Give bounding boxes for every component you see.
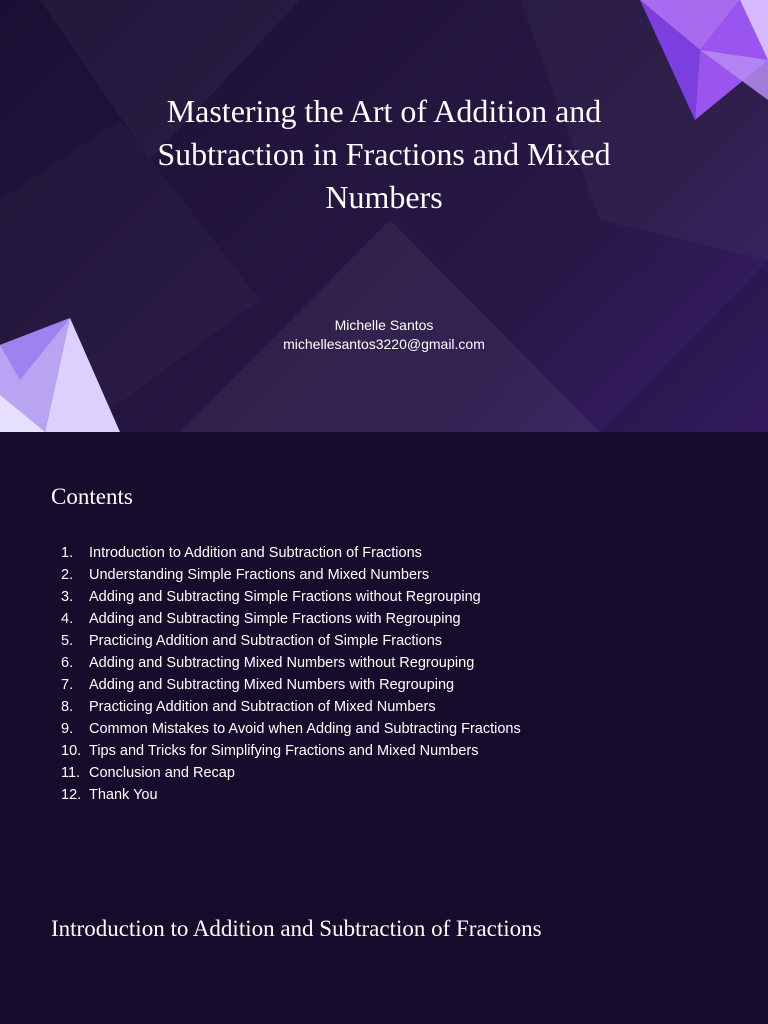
author-block (0, 316, 768, 354)
list-item (61, 586, 521, 608)
list-item (61, 564, 521, 586)
list-item (61, 542, 521, 564)
item-text: Practicing Addition and Subtraction of Simple Fractions (89, 633, 443, 649)
author-email: michellesantos3220@gmail.com (283, 336, 485, 352)
item-number: 10. (61, 743, 82, 759)
list-item (61, 762, 521, 784)
list-item (61, 696, 521, 718)
item-number: 8. (61, 699, 74, 715)
item-text: Understanding Simple Fractions and Mixed Numbers (89, 567, 430, 583)
list-item (61, 630, 521, 652)
item-number: 7. (61, 677, 74, 693)
presentation-title: Mastering the Art of Addition and Subtraction in Fractions and Mixed Numbers (157, 93, 611, 215)
item-number: 1. (61, 545, 74, 561)
item-text: Common Mistakes to Avoid when Adding and Subtracting Fractions (89, 721, 521, 737)
section-heading: Introduction to Addition and Subtraction of Fractions (51, 916, 542, 941)
list-item (61, 674, 521, 696)
item-text: Introduction to Addition and Subtraction of Fractions (89, 545, 422, 561)
item-number: 6. (61, 655, 74, 671)
item-number: 2. (61, 567, 74, 583)
item-number: 12. (61, 787, 82, 803)
item-number: 9. (61, 721, 74, 737)
contents-slide (0, 432, 768, 1024)
item-text: Tips and Tricks for Simplifying Fractions and Mixed Numbers (89, 743, 479, 759)
item-text: Thank You (89, 787, 158, 803)
contents-list (61, 542, 521, 806)
item-text: Practicing Addition and Subtraction of Mixed Numbers (89, 699, 436, 715)
item-text: Adding and Subtracting Simple Fractions with Regrouping (89, 611, 461, 627)
item-number: 11. (61, 765, 81, 781)
contents-heading: Contents (51, 484, 133, 509)
list-item (61, 718, 521, 740)
item-text: Adding and Subtracting Mixed Numbers with Regrouping (89, 677, 455, 693)
list-item (61, 652, 521, 674)
list-item (61, 608, 521, 630)
list-item (61, 740, 521, 762)
title-slide (0, 0, 768, 432)
list-item (61, 784, 521, 806)
item-text: Adding and Subtracting Mixed Numbers without Regrouping (89, 655, 475, 671)
item-text: Conclusion and Recap (89, 765, 235, 781)
item-number: 5. (61, 633, 74, 649)
author-name: Michelle Santos (334, 317, 434, 333)
item-text: Adding and Subtracting Simple Fractions without Regrouping (89, 589, 481, 605)
item-number: 3. (61, 589, 74, 605)
item-number: 4. (61, 611, 74, 627)
